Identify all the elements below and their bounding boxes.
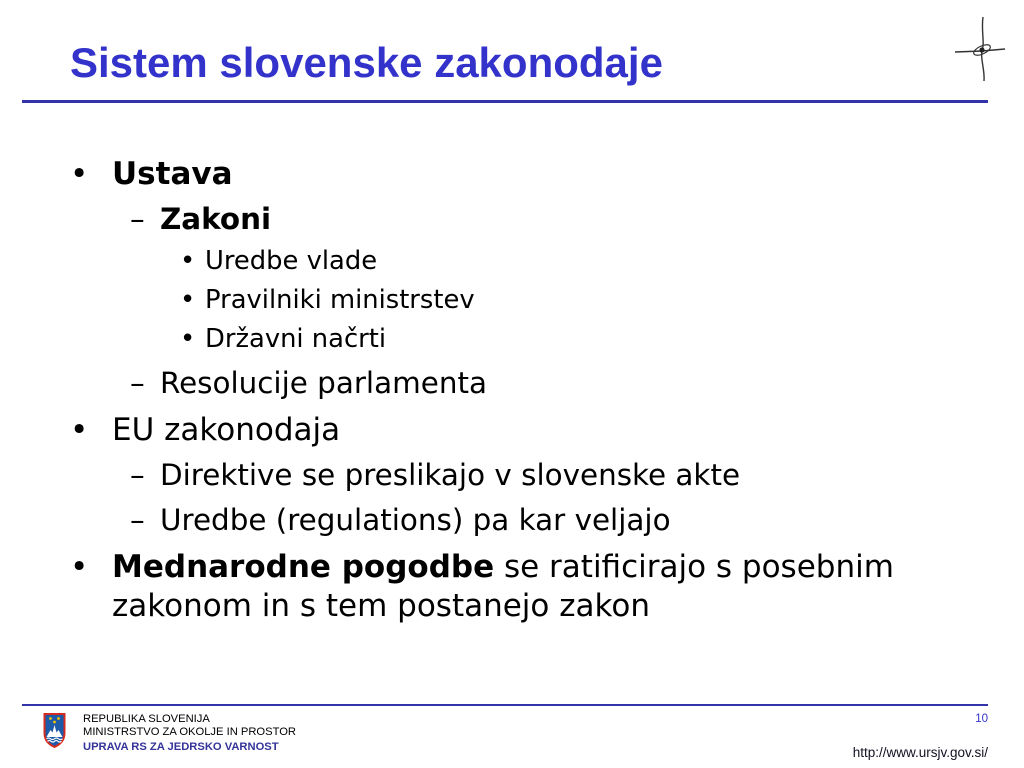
bullet-marker: • (70, 156, 89, 192)
outline-item-level-2 (0, 202, 1000, 245)
footer-rule (22, 704, 988, 706)
bullet-marker: • (70, 412, 89, 448)
dash-marker: – (130, 202, 145, 236)
outline-item-text: Direktive se preslikajo v slovenske akte (160, 458, 741, 492)
outline-item-text: Uredbe vlade (205, 246, 378, 276)
outline-item-level-2 (0, 503, 1000, 546)
outline-item-level-1 (0, 548, 1000, 628)
footer-org-line: REPUBLIKA SLOVENIJA (83, 712, 210, 725)
outline-item-text: se ratificirajo s posebnim zakonom in s tem postanejo zakon (112, 549, 894, 624)
outline-item-level-2 (0, 366, 1000, 409)
outline-item-level-1 (0, 412, 1000, 455)
footer-url: http://www.ursjv.gov.si/ (852, 745, 988, 760)
outline-item-level-3 (0, 246, 1000, 289)
outline-item-text: Zakoni (160, 202, 272, 236)
dash-marker: – (130, 458, 145, 492)
outline-item-text: Uredbe (regulations) pa kar veljajo (160, 503, 671, 537)
footer-org-line: MINISTRSTVO ZA OKOLJE IN PROSTOR (83, 725, 297, 738)
dash-marker: – (130, 503, 145, 537)
bullet-marker: • (180, 246, 196, 276)
atom-logo-icon (952, 15, 1008, 83)
outline-item-text: Pravilniki ministrstev (205, 285, 475, 315)
bullet-marker: • (180, 324, 196, 354)
outline-item-text: Resolucije parlamenta (160, 366, 487, 400)
outline-item-text: Ustava (112, 156, 233, 192)
bullet-marker: • (70, 549, 89, 585)
title-rule (22, 100, 988, 103)
outline-item-level-1 (0, 156, 1000, 199)
outline-item-paragraph (112, 548, 988, 626)
coat-of-arms-icon (42, 712, 67, 748)
footer-agency-name: UPRAVA RS ZA JEDRSKO VARNOST (83, 740, 279, 753)
slide-title: Sistem slovenske zakonodaje (70, 39, 663, 86)
outline-item-level-3 (0, 285, 1000, 328)
outline-item-level-3 (0, 324, 1000, 367)
dash-marker: – (130, 366, 145, 400)
outline-item-level-2 (0, 458, 1000, 501)
outline-item-text: Državni načrti (205, 324, 387, 354)
bullet-marker: • (180, 285, 196, 315)
outline-item-lead: Mednarodne pogodbe (112, 549, 495, 585)
outline-item-text: EU zakonodaja (112, 412, 341, 448)
page-number: 10 (975, 713, 988, 725)
